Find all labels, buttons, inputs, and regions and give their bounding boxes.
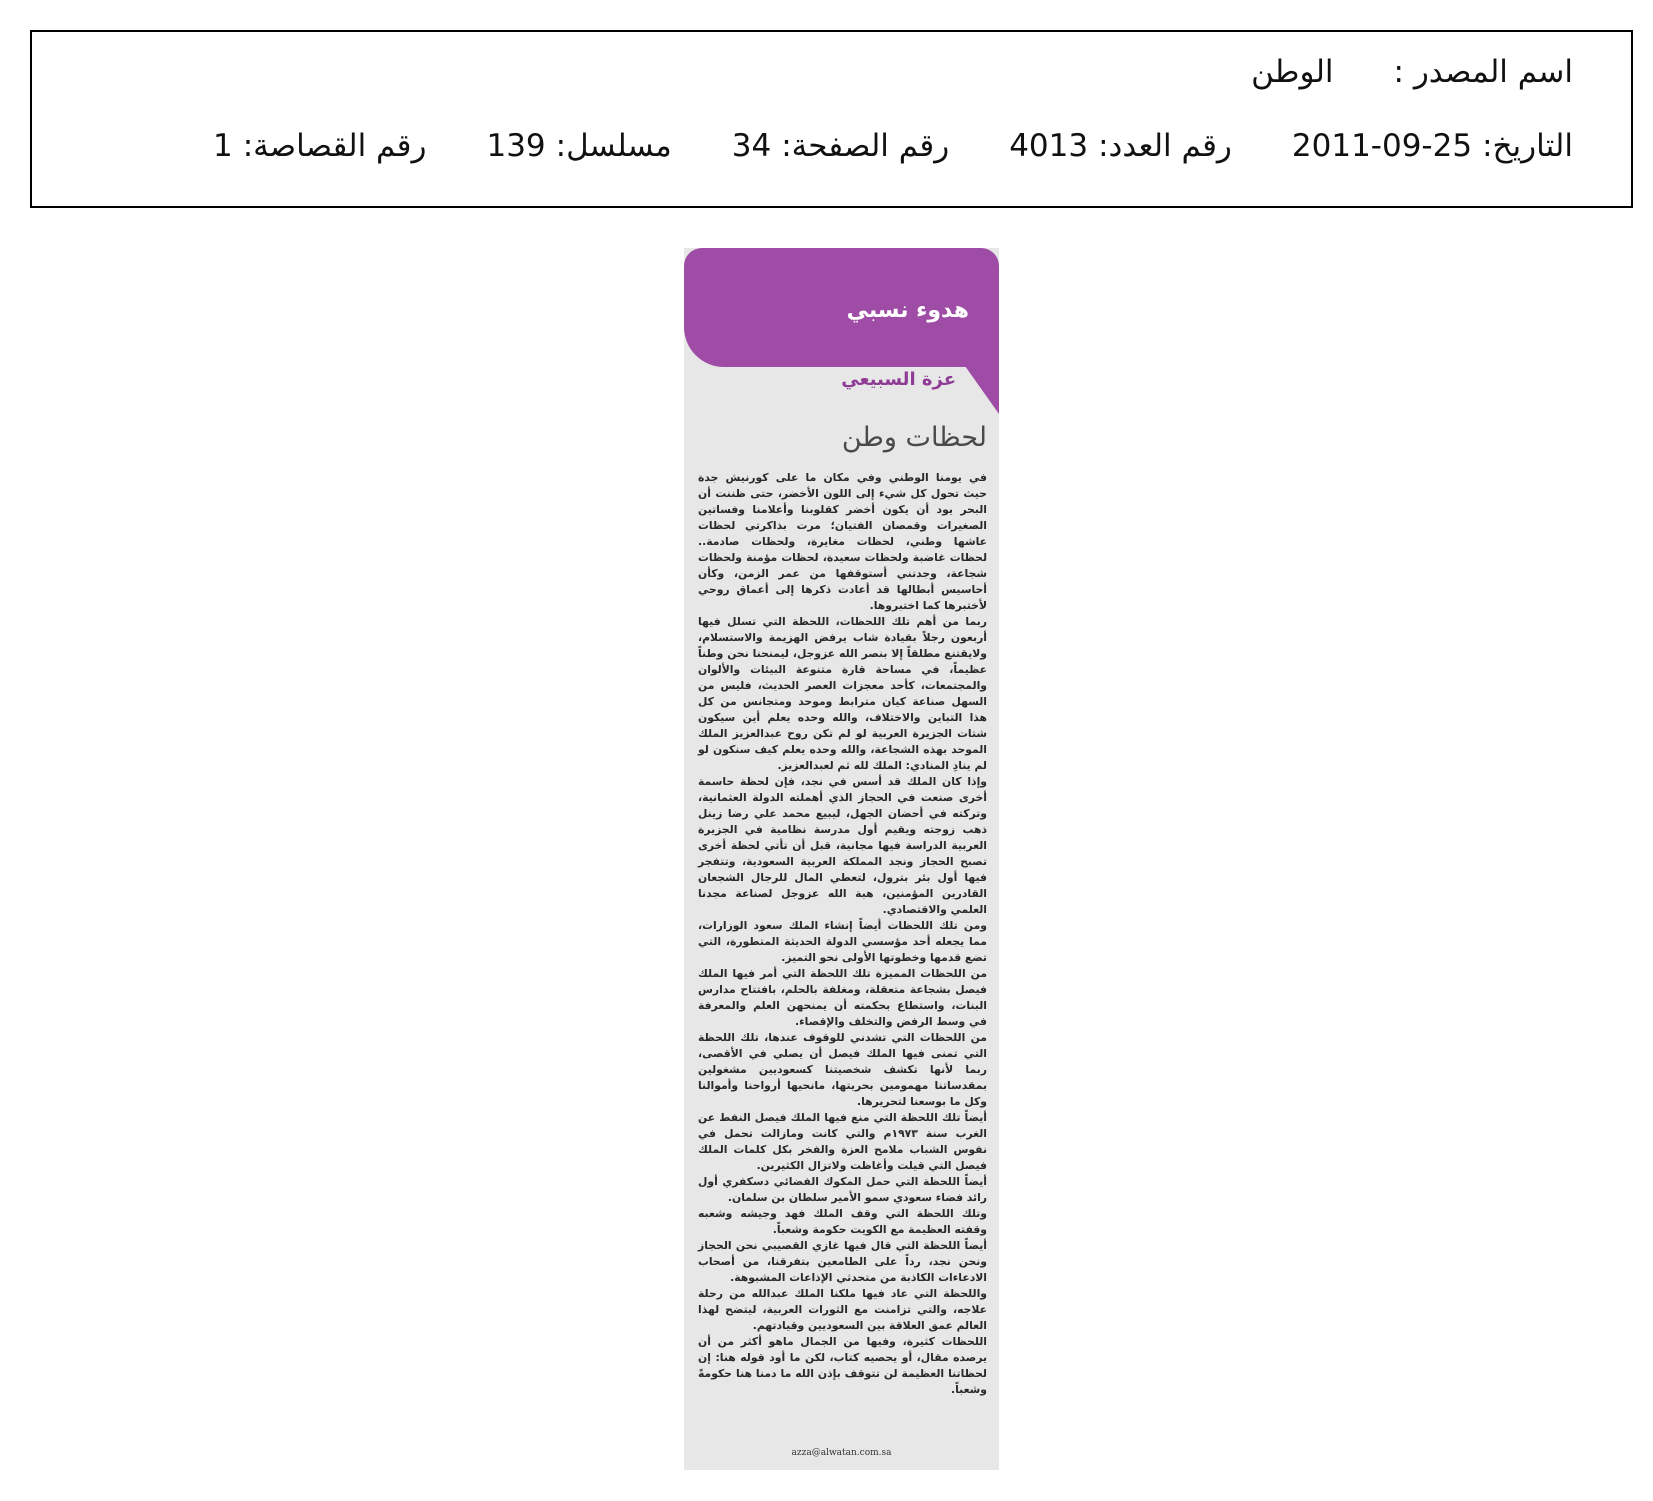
issue-label: رقم العدد: — [1098, 128, 1232, 164]
article-paragraph: أيضاً تلك اللحظة التي منع فيها الملك فيصل النفط عن الغرب سنة ١٩٧٣م والتي كانت ومازالت تحمل في نفوس الشباب ملامح العزة والفخر بكل كلمات الملك فيصل التي قيلت وأغاظت ولاتزال الكثيرين. — [698, 1111, 988, 1172]
page-field — [732, 128, 949, 164]
source-row — [1251, 54, 1573, 90]
clipping-number-label: رقم القصاصة: — [242, 128, 427, 164]
serial-value: 139 — [486, 128, 546, 164]
article-paragraph: من اللحظات التي تشدني للوقوف عندها، تلك اللحظة التي تمنى فيها الملك فيصل أن يصلي في الأقصى، ربما لأنها تكشف شخصيتنا كسعوديين مشغولين بمقدساتنا مهمومين بحريتها، مانحيها أرواحنا وأموالنا وكل ما بوسعنا لتحريرها. — [698, 1031, 987, 1108]
clipping-number-field — [213, 128, 426, 164]
article-paragraph: واللحظة التي عاد فيها ملكنا الملك عبدالله من رحلة علاجه، والتي تزامنت مع الثورات العربية، ليتضح لهذا العالم عمق العلاقة بين السعوديين وقيادتهم. — [698, 1287, 987, 1332]
issue-field — [1009, 128, 1232, 164]
details-row — [153, 128, 1573, 164]
page-label: رقم الصفحة: — [781, 128, 950, 164]
article-paragraph: من اللحظات المميزة تلك اللحظة التي أمر فيها الملك فيصل بشجاعة متعقلة، ومغلفة بالحلم، بافتتاح مدارس البنات، واستطاع بحكمته أن يمنحهن العلم والمعرفة في وسط الرفض والتخلف والإقصاء. — [698, 967, 987, 1028]
article-paragraph: ومن تلك اللحظات أيضاً إنشاء الملك سعود الوزارات، مما يجعله أحد مؤسسي الدولة الحديثة المتطورة، التي تضع قدمها وخطوتها الأولى نحو التميز. — [698, 919, 987, 964]
author-name: عزة السبيعي — [841, 369, 956, 390]
article-body — [698, 470, 987, 1398]
serial-label: مسلسل: — [555, 128, 672, 164]
source-value: الوطن — [1251, 54, 1334, 90]
article-paragraph: ربما من أهم تلك اللحظات، اللحظة التي تسلل فيها أربعون رجلاً بقيادة شاب يرفض الهزيمة والاستسلام، ولايقتنع مطلقاً إلا بنصر الله عزوجل، ليمنحنا نحن وطناً عظيماً، في مساحة قارة متنوعة البيئات والألوان والمجتمعات، كأحد معجزات العصر الحديث، فليس من السهل صناعة كيان مترابط وموحد ومتجانس من كل هذا التباين والاختلاف، والله وحده يعلم أين سيكون شتات الجزيرة العربية لو لم تكن روح عبدالعزيز الملك الموحد بهذه الشجاعة، والله وحده يعلم كيف سنكون لو لم ينادِ المنادي: الملك لله ثم لعبدالعزيز. — [698, 615, 987, 772]
article-paragraph: أيضاً اللحظة التي قال فيها غازي القصيبي نحن الحجاز ونحن نجد، رداً على الطامعين بتفرقنا، من أصحاب الادعاءات الكاذبة من متحدثي الإذاعات المشبوهة. — [698, 1239, 987, 1284]
clipping-number-value: 1 — [213, 128, 233, 164]
article-paragraph: اللحظات كثيرة، وفيها من الجمال ماهو أكثر من أن يرصده مقال، أو يحصيه كتاب، لكن ما أود قوله هنا: إن لحظاتنا العظيمة لن تتوقف بإذن الله ما دمنا هنا حكومةً وشعباً. — [698, 1335, 987, 1396]
issue-value: 4013 — [1009, 128, 1089, 164]
clipping-metadata-box — [30, 30, 1633, 208]
banner-tail-shape — [965, 366, 999, 414]
article-paragraph: وتلك اللحظة التي وقف الملك فهد وجيشه وشعبه وقفته العظيمة مع الكويت حكومة وشعباً. — [698, 1207, 987, 1236]
date-field — [1292, 128, 1573, 164]
date-label: التاريخ: — [1482, 128, 1573, 164]
date-value: 2011-09-25 — [1291, 128, 1473, 164]
author-email: azza@alwatan.com.sa — [791, 1448, 892, 1458]
article-paragraph: في يومنا الوطني وفي مكان ما على كورنيش جدة حيث تحول كل شيء إلى اللون الأخضر، حتى ظننت أن البحر يود أن يكون أخضر كقلوبنا وأعلامنا وفساتين الصغيرات وقمصان الفتيان؛ مرت بذاكرتي لحظات عاشها وطني، لحظات مغايرة، ولحظات صادمة.. لحظات غاضبة ولحظات سعيدة، لحظات مؤمنة ولحظات شجاعة، وجدتني أستوقفها من عمر الزمن، وكأن أحاسيس أبطالها قد أعادت ذكرها إلى أعماق روحي لأختبرها كما اختبروها. — [698, 471, 987, 612]
article-headline: لحظات وطن — [841, 422, 987, 453]
column-title: هدوء نسبي — [846, 298, 969, 323]
serial-field — [486, 128, 671, 164]
article-paragraph: أيضاً اللحظة التي حمل المكوك الفضائي دسكفري أول رائد فضاء سعودي سمو الأمير سلطان بن سلمان. — [698, 1175, 987, 1204]
newspaper-clipping — [684, 248, 999, 1470]
page-value: 34 — [731, 128, 772, 164]
article-paragraph: وإذا كان الملك قد أسس في نجد، فإن لحظة حاسمة أخرى صنعت في الحجاز الذي أهملته الدولة العثمانية، وتركته في أحضان الجهل، ليبيع محمد علي رضا زينل ذهب زوجته ويقيم أول مدرسة نظامية في الجزيرة العربية الدراسة فيها مجانية، قبل أن تأتي لحظة أخرى تصبح الحجاز ونجد المملكة العربية السعودية، وتتفجر فيها أول بئر بترول، لتعطي المال للرجال الشجعان القادرين المؤمنين، هبة الله عزوجل لصناعة مجدنا العلمي والاقتصادي. — [698, 775, 987, 916]
source-label: اسم المصدر : — [1393, 54, 1573, 90]
